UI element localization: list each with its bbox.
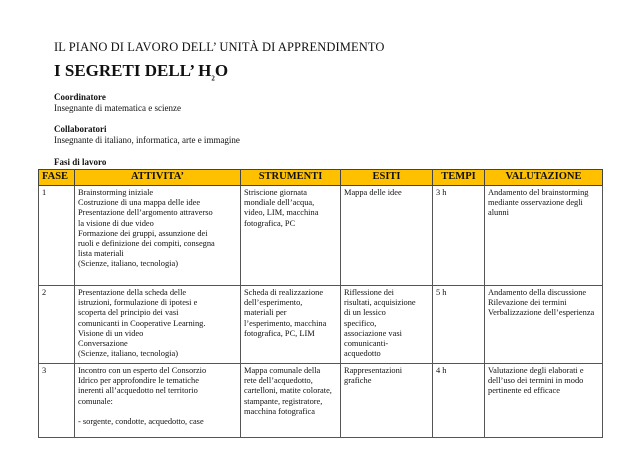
- cell-line: fotografica, PC: [244, 218, 296, 228]
- cell-line: istruzioni, formulazione di ipotesi e: [78, 298, 198, 308]
- tempi-cell: 4 h: [433, 364, 485, 438]
- cell-line: Scheda di realizzazione: [244, 288, 324, 297]
- cell-line: lista materiali: [78, 249, 124, 259]
- cell-line: risultati, acquisizione: [344, 298, 416, 308]
- document-header: [54, 40, 614, 167]
- cell-line: di un lessico: [344, 308, 386, 318]
- esiti-cell: [341, 364, 433, 438]
- cell-line: stampante, registratore,: [244, 396, 323, 406]
- table-row: [39, 286, 603, 364]
- column-header-tempi: TEMPI: [433, 170, 485, 186]
- cell-line: Rilevazione dei termini: [488, 298, 567, 308]
- collaboratori-section: [54, 124, 614, 146]
- cell-line: ruoli e definizione dei compiti, consegna: [78, 239, 215, 249]
- cell-line: Andamento della discussione: [488, 288, 587, 297]
- cell-line: Formazione dei gruppi, assunzione dei: [78, 228, 208, 238]
- cell-line: mondiale dell’acqua,: [244, 198, 315, 208]
- column-header-esiti: ESITI: [341, 170, 433, 186]
- valutazione-cell: [485, 186, 603, 286]
- fase-cell: 1: [39, 186, 75, 286]
- column-header-fase: FASE: [39, 170, 75, 186]
- cell-line: (Scienze, italiano, tecnologia): [78, 259, 178, 269]
- cell-line: Conversazione: [78, 339, 128, 349]
- cell-line: Mappa comunale della: [244, 366, 321, 375]
- collaboratori-label: Collaboratori: [54, 124, 107, 135]
- cell-line: dell’esperimento,: [244, 298, 303, 308]
- esiti-cell: [341, 186, 433, 286]
- bullet-line: - sorgente, condotte, acquedotto, case: [78, 416, 204, 426]
- column-header-strumenti: STRUMENTI: [241, 170, 341, 186]
- cell-line: rete dell’acquedotto,: [244, 376, 313, 386]
- cell-line: (Scienze, italiano, tecnologia): [78, 349, 178, 359]
- cell-line: comunicanti-: [344, 339, 389, 349]
- cell-line: Rappresentazioni: [344, 366, 403, 375]
- table-header-row: [39, 170, 603, 186]
- cell-line: Valutazione degli elaborati e: [488, 366, 584, 375]
- cell-line: Presentazione della scheda delle: [78, 288, 187, 297]
- tempi-cell: 3 h: [433, 186, 485, 286]
- cell-line: scoperta del principio dei vasi: [78, 308, 179, 318]
- cell-line: comunale:: [78, 396, 113, 406]
- cell-line: Idrico per approfondire le tematiche: [78, 376, 199, 386]
- unit-title-subscript: 2: [211, 74, 215, 83]
- cell-line: associazione vasi: [344, 328, 402, 338]
- table-row: [39, 364, 603, 438]
- unit-title-end: O: [214, 61, 229, 80]
- cell-line: Riflessione dei: [344, 288, 395, 297]
- attivita-cell: [75, 286, 241, 364]
- cell-line: Visione di un video: [78, 328, 144, 338]
- column-header-valutazione: VALUTAZIONE: [485, 170, 603, 186]
- cell-line: Verbalizzazione dell’esperienza: [488, 308, 595, 318]
- strumenti-cell: [241, 364, 341, 438]
- cell-line: specifico,: [344, 318, 377, 328]
- cell-line: inerenti all’acquedotto nel territorio: [78, 386, 198, 396]
- cell-line: la visione di due video: [78, 218, 154, 228]
- cell-line: video, LIM, macchina: [244, 208, 319, 218]
- cell-gap: [78, 407, 237, 417]
- cell-line: Mappa delle idee: [344, 188, 402, 197]
- coordinatore-label: Coordinatore: [54, 92, 106, 103]
- cell-line: Striscione giornata: [244, 188, 308, 197]
- unit-title-text: I SEGRETI DELL’ H: [54, 61, 212, 80]
- strumenti-cell: [241, 286, 341, 364]
- strumenti-cell: [241, 186, 341, 286]
- cell-line: materiali per: [244, 308, 287, 318]
- cell-line: alunni: [488, 208, 509, 218]
- tempi-cell: 5 h: [433, 286, 485, 364]
- valutazione-cell: [485, 364, 603, 438]
- column-header-attivita: ATTIVITA’: [75, 170, 241, 186]
- cell-line: cartelloni, matite colorate,: [244, 386, 332, 396]
- cell-line: pertinente ed efficace: [488, 386, 560, 396]
- table-row: [39, 186, 603, 286]
- cell-line: Costruzione di una mappa delle idee: [78, 198, 201, 208]
- cell-line: fotografica, PC, LIM: [244, 328, 315, 338]
- fasi-label: Fasi di lavoro: [54, 157, 107, 168]
- collaboratori-value: Insegnante di italiano, informatica, arte e immagine: [54, 135, 240, 146]
- cell-line: acquedotto: [344, 349, 381, 359]
- cell-line: macchina fotografica: [244, 406, 315, 416]
- coordinatore-section: [54, 92, 614, 114]
- cell-line: Brainstorming iniziale: [78, 188, 154, 197]
- cell-line: mediante osservazione degli: [488, 198, 583, 208]
- valutazione-cell: [485, 286, 603, 364]
- fase-cell: 2: [39, 286, 75, 364]
- cell-line: l’esperimento, macchina: [244, 318, 327, 328]
- attivita-cell: [75, 186, 241, 286]
- cell-line: grafiche: [344, 376, 372, 386]
- esiti-cell: [341, 286, 433, 364]
- document-title: IL PIANO DI LAVORO DELL’ UNITÀ DI APPRENDIMENTO: [54, 40, 385, 54]
- cell-line: Incontro con un esperto del Consorzio: [78, 366, 207, 375]
- cell-line: Andamento del brainstorming: [488, 188, 589, 197]
- unit-title: [54, 61, 614, 82]
- attivita-cell: [75, 364, 241, 438]
- cell-line: comunicanti in Cooperative Learning.: [78, 318, 206, 328]
- cell-line: dell’uso dei termini in modo: [488, 376, 584, 386]
- cell-line: Presentazione dell’argomento attraverso: [78, 208, 213, 218]
- work-plan-table: [38, 169, 603, 438]
- coordinatore-value: Insegnante di matematica e scienze: [54, 103, 181, 114]
- fase-cell: 3: [39, 364, 75, 438]
